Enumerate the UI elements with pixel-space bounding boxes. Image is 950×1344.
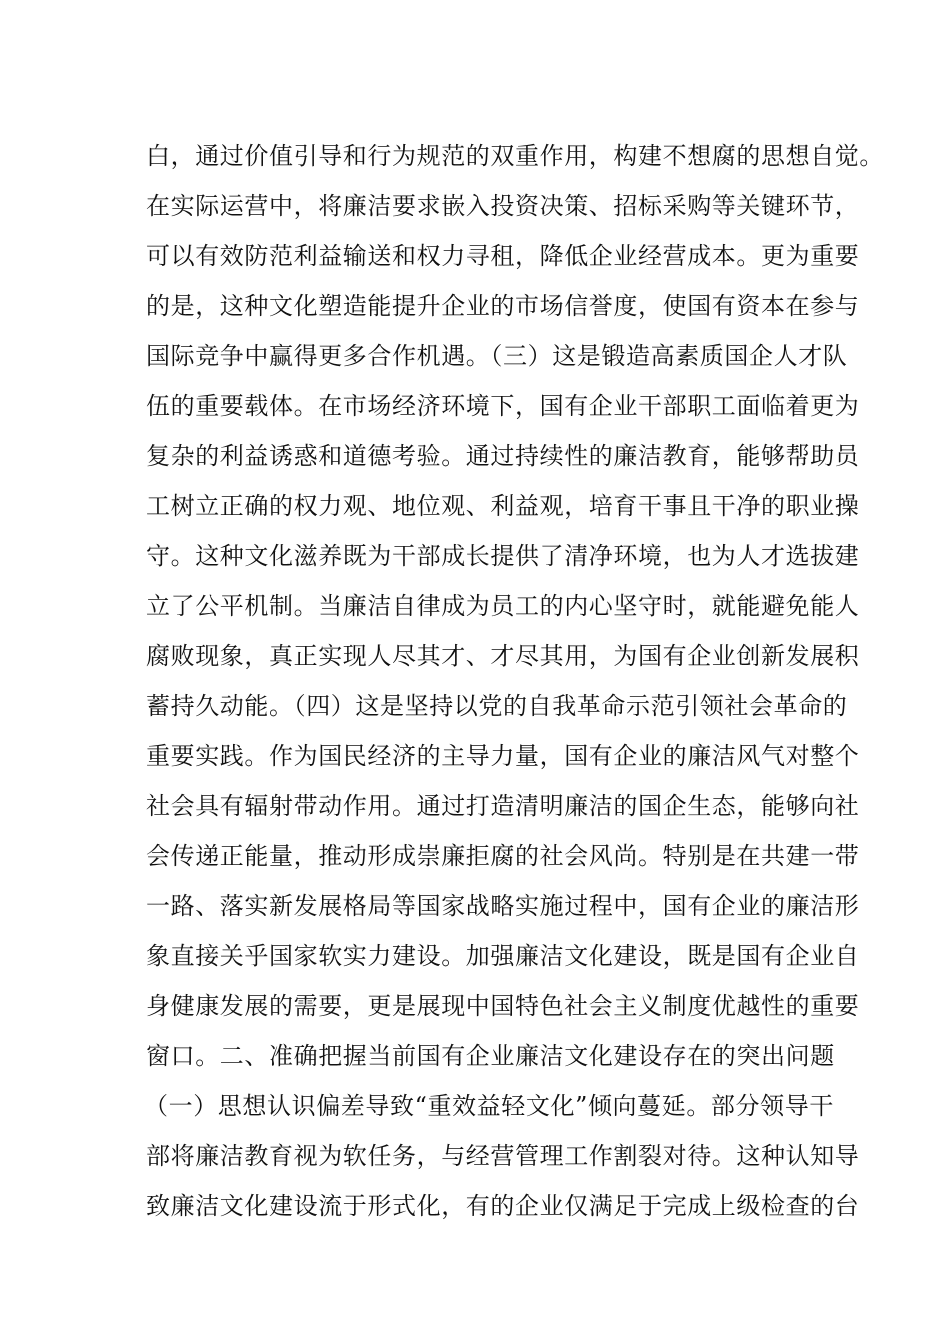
text-line: 身健康发展的需要，更是展现中国特色社会主义制度优越性的重要 xyxy=(146,992,860,1020)
text-line: 腐败现象，真正实现人尽其才、才尽其用，为国有企业创新发展积 xyxy=(146,642,860,670)
text-line: 部将廉洁教育视为软任务，与经营管理工作割裂对待。这种认知导 xyxy=(146,1142,860,1170)
text-line: 可以有效防范利益输送和权力寻租，降低企业经营成本。更为重要 xyxy=(146,242,860,270)
text-line: 工树立正确的权力观、地位观、利益观，培育干事且干净的职业操 xyxy=(146,492,860,520)
text-line: 的是，这种文化塑造能提升企业的市场信誉度，使国有资本在参与 xyxy=(146,292,860,320)
text-line: 白，通过价值引导和行为规范的双重作用，构建不想腐的思想自觉。 xyxy=(146,142,884,170)
text-line: 国际竞争中赢得更多合作机遇。（三）这是锻造高素质国企人才队 xyxy=(146,342,848,370)
text-line: 在实际运营中，将廉洁要求嵌入投资决策、招标采购等关键环节， xyxy=(146,192,860,220)
text-line: 立了公平机制。当廉洁自律成为员工的内心坚守时，就能避免能人 xyxy=(146,592,860,620)
text-line: 象直接关乎国家软实力建设。加强廉洁文化建设，既是国有企业自 xyxy=(146,942,860,970)
text-line: （一）思想认识偏差导致“重效益轻文化”倾向蔓延。部分领导干 xyxy=(144,1092,834,1120)
text-line: 致廉洁文化建设流于形式化，有的企业仅满足于完成上级检查的台 xyxy=(146,1192,860,1220)
text-line: 重要实践。作为国民经济的主导力量，国有企业的廉洁风气对整个 xyxy=(146,742,860,770)
text-line: 复杂的利益诱惑和道德考验。通过持续性的廉洁教育，能够帮助员 xyxy=(146,442,860,470)
body-text xyxy=(144,131,884,1231)
text-line: 社会具有辐射带动作用。通过打造清明廉洁的国企生态，能够向社 xyxy=(146,792,860,820)
text-line: 蓄持久动能。（四）这是坚持以党的自我革命示范引领社会革命的 xyxy=(146,692,848,720)
text-line: 一路、落实新发展格局等国家战略实施过程中，国有企业的廉洁形 xyxy=(146,892,860,920)
text-line: 窗口。二、准确把握当前国有企业廉洁文化建设存在的突出问题 xyxy=(146,1042,835,1070)
text-line: 会传递正能量，推动形成崇廉拒腐的社会风尚。特别是在共建一带 xyxy=(146,842,860,870)
text-line: 守。这种文化滋养既为干部成长提供了清净环境，也为人才选拔建 xyxy=(146,542,860,570)
text-line: 伍的重要载体。在市场经济环境下，国有企业干部职工面临着更为 xyxy=(146,392,860,420)
